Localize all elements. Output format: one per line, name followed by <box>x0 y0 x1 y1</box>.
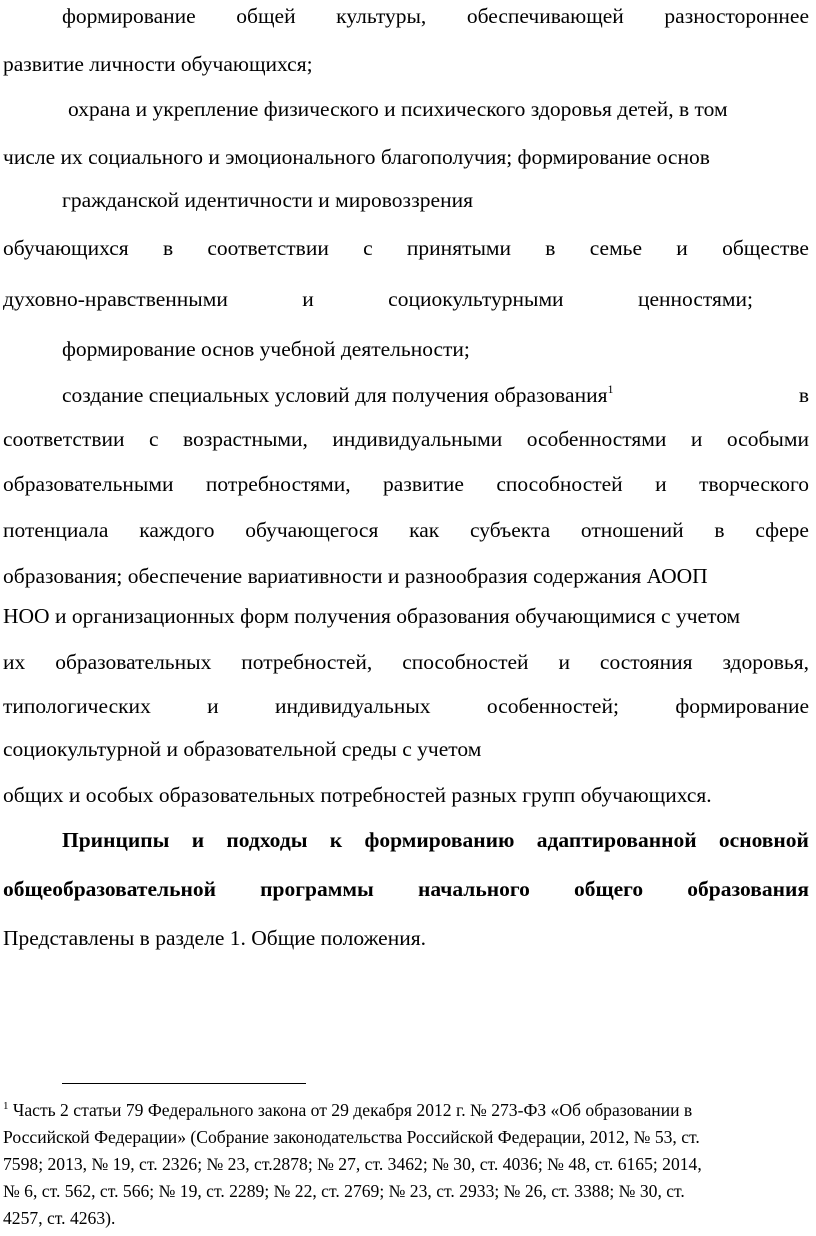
word: подходы <box>226 828 308 852</box>
footnote-line <box>3 1098 811 1122</box>
word: начального <box>417 877 530 901</box>
word: отношений <box>580 518 684 542</box>
word: особыми <box>726 427 809 451</box>
text-line: числе их социального и эмоционального благополучия; формирование основ <box>3 145 710 169</box>
word: особенностями <box>526 427 667 451</box>
word: потенциала <box>3 518 109 542</box>
word: способностей <box>496 472 623 496</box>
word: образовательными <box>3 472 174 496</box>
text-line <box>3 692 809 720</box>
footnote-line: 7598; 2013, № 19, ст. 2326; № 23, ст.2878; № 27, ст. 3462; № 30, ст. 4036; № 48, ст. 6165; 2014, <box>3 1154 702 1174</box>
word: обучающихся <box>3 236 129 260</box>
word: и <box>302 287 314 311</box>
word: здоровья, <box>722 650 809 674</box>
section-heading-line <box>62 826 809 854</box>
word: творческого <box>699 472 809 496</box>
footnote-line: 4257, ст. 4263). <box>3 1208 116 1228</box>
word: культуры, <box>336 4 427 28</box>
word: общеобразовательной <box>3 877 216 901</box>
text-segment: в <box>798 383 809 407</box>
word: основной <box>718 828 809 852</box>
word: с <box>148 427 159 451</box>
word: социокультурными <box>388 287 564 311</box>
word: и <box>207 694 219 718</box>
word: обществе <box>722 236 809 260</box>
word: Принципы <box>62 828 170 852</box>
word: потребностями, <box>205 472 351 496</box>
text-line <box>62 381 809 409</box>
word: духовно-нравственными <box>3 287 228 311</box>
text-line <box>3 234 809 262</box>
word: образования <box>687 877 809 901</box>
word: к <box>329 828 343 852</box>
word: особенностей; <box>486 694 619 718</box>
word: адаптированной <box>536 828 697 852</box>
word: и <box>191 828 205 852</box>
word: и <box>655 472 667 496</box>
word: формированию <box>364 828 515 852</box>
footnote-reference: 1 <box>607 382 614 396</box>
word: субъекта <box>470 518 551 542</box>
text-line: формирование основ учебной деятельности; <box>62 337 470 361</box>
word: программы <box>260 877 374 901</box>
word: соответствии <box>207 236 329 260</box>
footnote-separator <box>62 1083 306 1084</box>
word: принятыми <box>406 236 512 260</box>
text-line: НОО и организационных форм получения образования обучающимися с учетом <box>3 604 741 628</box>
word: каждого <box>139 518 215 542</box>
text-segment: создание специальных условий для получения образования$^1$ <box>62 382 614 407</box>
text-line: образования; обеспечение вариативности и разнообразия содержания АООП <box>3 564 708 588</box>
word: и <box>676 236 688 260</box>
word: образовательных <box>55 650 212 674</box>
word: потребностей, <box>241 650 373 674</box>
word: формирование <box>62 4 196 28</box>
word: в <box>162 236 174 260</box>
word: и <box>558 650 570 674</box>
text-line: общих и особых образовательных потребностей разных групп обучающихся. <box>3 783 712 807</box>
word: возрастными, <box>182 427 308 451</box>
word: и <box>690 427 703 451</box>
word: способностей <box>402 650 529 674</box>
word: в <box>714 518 725 542</box>
word: формирование <box>675 694 809 718</box>
section-heading-line <box>3 875 809 903</box>
word: в <box>545 236 556 260</box>
text-line <box>3 470 809 498</box>
word: развитие <box>383 472 464 496</box>
word: обучающегося <box>245 518 379 542</box>
text-line <box>3 285 753 313</box>
word: их <box>3 650 26 674</box>
footnote-mark: 1 <box>3 1100 9 1112</box>
word: общей <box>236 4 296 28</box>
word: типологических <box>3 694 151 718</box>
word: семье <box>589 236 643 260</box>
word: общего <box>573 877 644 901</box>
footnote-line: № 6, ст. 562, ст. 566; № 19, ст. 2289; № 22, ст. 2769; № 23, ст. 2933; № 26, ст. 3388; № 30, ст. <box>3 1181 685 1201</box>
word: разностороннее <box>664 4 809 28</box>
word: индивидуальных <box>275 694 431 718</box>
text-line <box>3 516 809 544</box>
word: сфере <box>755 518 809 542</box>
word: индивидуальными <box>332 427 503 451</box>
text-line <box>62 2 809 30</box>
word: обеспечивающей <box>466 4 624 28</box>
text-line: охрана и укрепление физического и психического здоровья детей, в том <box>68 97 728 121</box>
text-line: Представлены в разделе 1. Общие положения. <box>3 926 426 950</box>
footnote-text: Часть 2 статьи 79 Федерального закона от 29 декабря 2012 г. № 273-ФЗ «Об образовании в <box>8 1100 693 1120</box>
text-line <box>3 425 809 453</box>
word: с <box>363 236 373 260</box>
text-line: гражданской идентичности и мировоззрения <box>62 188 473 212</box>
word: как <box>409 518 440 542</box>
text-line: социокультурной и образовательной среды с учетом <box>3 737 482 761</box>
word: ценностями; <box>637 287 753 311</box>
text-line: развитие личности обучающихся; <box>3 52 313 76</box>
word: состояния <box>599 650 693 674</box>
text-line <box>3 648 809 676</box>
footnote-line: Российской Федерации» (Собрание законодательства Российской Федерации, 2012, № 53, ст. <box>3 1127 700 1147</box>
word: соответствии <box>3 427 125 451</box>
